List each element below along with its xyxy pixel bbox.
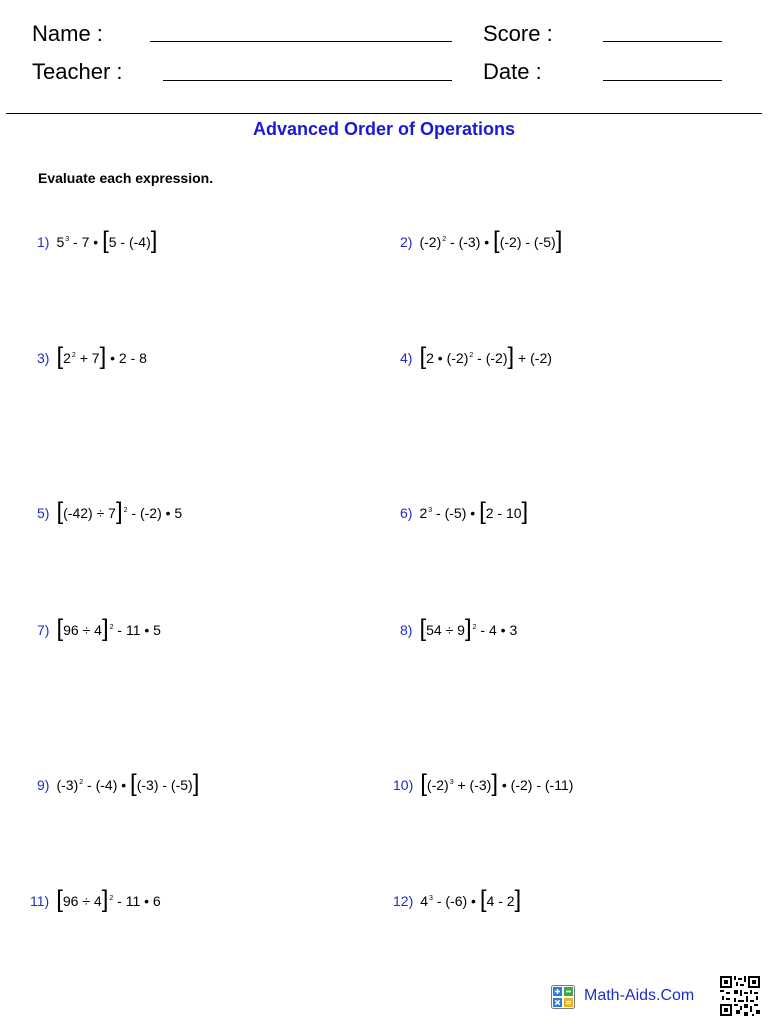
- problem-5: [37, 498, 183, 525]
- problem-3: [37, 343, 147, 370]
- expression: [ 2 • (-2) $^2$ - (-2) ] + (-2): [419, 343, 552, 370]
- problem-1: [37, 227, 158, 254]
- problem-number: 11): [30, 893, 50, 909]
- problem-number: 10): [393, 777, 414, 793]
- problem-7: [37, 615, 161, 642]
- instructions: Evaluate each expression.: [38, 170, 214, 186]
- name-field-line[interactable]: [150, 41, 452, 42]
- problem-number: 9): [37, 777, 50, 793]
- qr-code-icon: [720, 976, 760, 1016]
- expression: 5 $^3$ - 7 • [ 5 - (-4) ]: [56, 227, 158, 254]
- expression: 2 $^3$ - (-5) • [ 2 - 10 ]: [419, 498, 529, 525]
- problem-12: [393, 886, 522, 913]
- problem-number: 6): [400, 505, 413, 521]
- expression: [ (-2) $^3$ + (-3) ] • (-2) - (-11): [420, 770, 574, 797]
- expression: 4 $^3$ - (-6) • [ 4 - 2 ]: [420, 886, 522, 913]
- expression: [ (-42) ÷ 7 ] $^2$ - (-2) • 5: [56, 498, 183, 525]
- name-label: Name :: [32, 21, 103, 46]
- date-field-line[interactable]: [603, 80, 722, 81]
- problem-11: [30, 886, 161, 913]
- site-link[interactable]: Math-Aids.Com: [584, 987, 695, 1004]
- score-label: Score :: [483, 21, 553, 46]
- date-label: Date :: [483, 59, 542, 84]
- expression: [ 54 ÷ 9 ] $^2$ - 4 • 3: [419, 615, 518, 642]
- problem-number: 5): [37, 505, 50, 521]
- problem-number: 3): [37, 350, 50, 366]
- header-divider: [6, 113, 762, 114]
- calculator-icon: [551, 985, 575, 1009]
- problem-6: [400, 498, 529, 525]
- problem-number: 2): [400, 234, 413, 250]
- expression: [ 2 $^2$ + 7 ] • 2 - 8: [56, 343, 147, 370]
- expression: [ 96 ÷ 4 ] $^2$ - 11 • 6: [56, 886, 161, 913]
- problem-number: 7): [37, 622, 50, 638]
- problem-2: [400, 227, 563, 254]
- problem-number: 1): [37, 234, 50, 250]
- problem-4: [400, 343, 552, 370]
- problem-9: [37, 770, 200, 797]
- score-field-line[interactable]: [603, 41, 722, 42]
- expression: (-2) $^2$ - (-3) • [ (-2) - (-5) ]: [419, 227, 563, 254]
- expression: [ 96 ÷ 4 ] $^2$ - 11 • 5: [56, 615, 161, 642]
- teacher-field-line[interactable]: [163, 80, 452, 81]
- expression: (-3) $^2$ - (-4) • [ (-3) - (-5) ]: [56, 770, 200, 797]
- teacher-label: Teacher :: [32, 59, 123, 84]
- problem-8: [400, 615, 518, 642]
- problem-10: [393, 770, 574, 797]
- problem-number: 12): [393, 893, 414, 909]
- page-title: Advanced Order of Operations: [252, 119, 516, 139]
- problem-number: 8): [400, 622, 413, 638]
- problem-number: 4): [400, 350, 413, 366]
